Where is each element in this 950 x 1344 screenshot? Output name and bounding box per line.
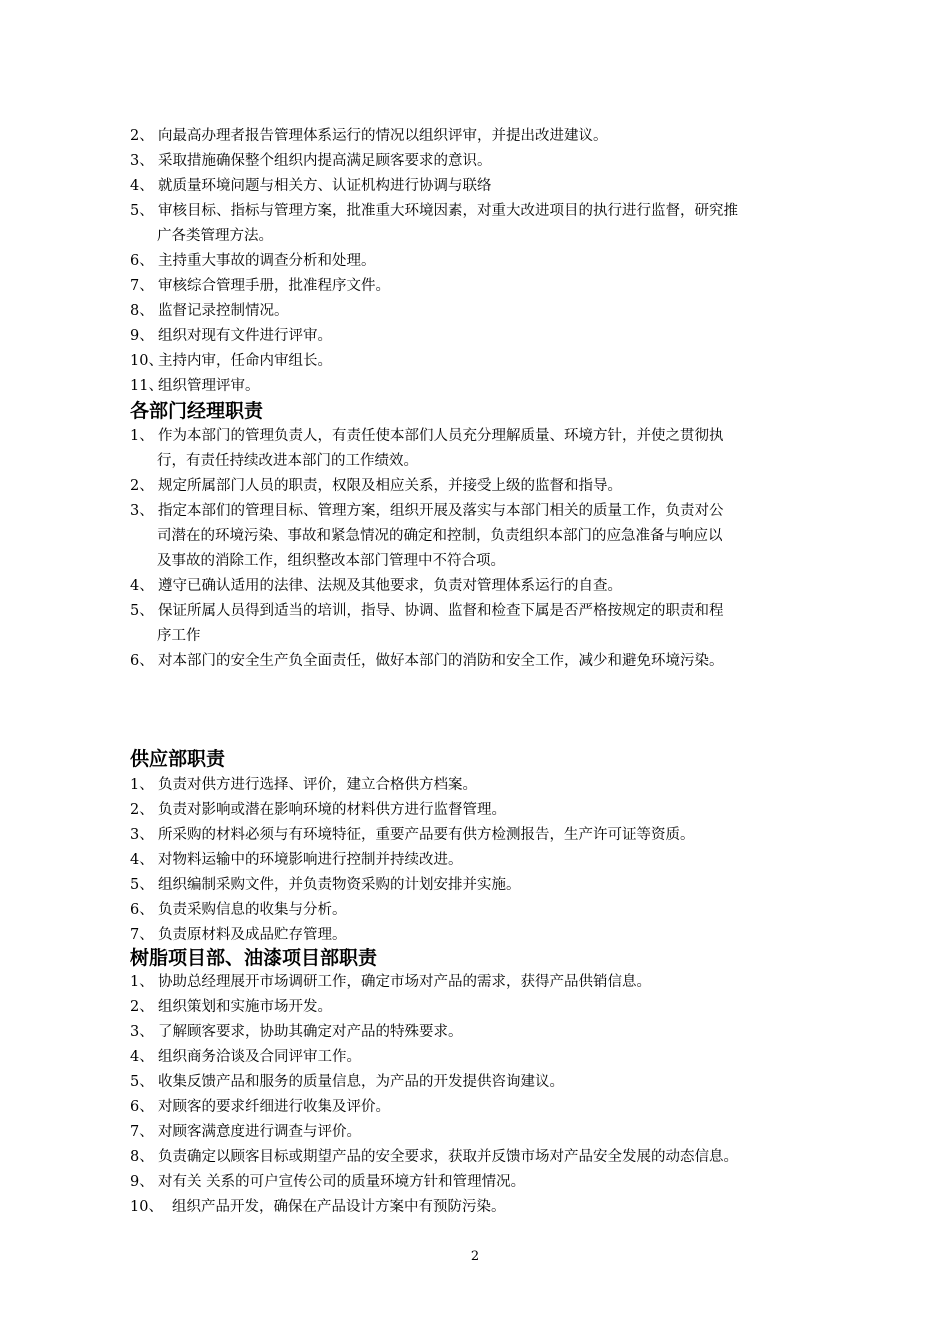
list-item: 3、 采取措施确保整个组织内提高满足顾客要求的意识。 bbox=[130, 153, 492, 169]
list-item: 11、组织管理评审。 bbox=[130, 378, 260, 394]
list-item: 6、 对顾客的要求纤细进行收集及评价。 bbox=[130, 1099, 390, 1115]
list-item: 6、 主持重大事故的调查分析和处理。 bbox=[130, 253, 376, 269]
list-item: 1、 作为本部门的管理负责人，有责任使本部们人员充分理解质量、环境方针，并使之贯彻执 bbox=[130, 428, 724, 444]
list-item-continuation: 序工作 bbox=[157, 628, 201, 644]
list-item: 5、 保证所属人员得到适当的培训，指导、协调、监督和检查下属是否严格按规定的职责和程 bbox=[130, 603, 724, 619]
list-item-continuation: 司潜在的环境污染、事故和紧急情况的确定和控制，负责组织本部门的应急准备与响应以 bbox=[157, 528, 723, 544]
section-heading: 树脂项目部、油漆项目部职责 bbox=[130, 947, 378, 969]
list-item: 5、 组织编制采购文件，并负责物资采购的计划安排并实施。 bbox=[130, 877, 521, 893]
list-item: 9、 组织对现有文件进行评审。 bbox=[130, 328, 332, 344]
list-item: 6、 负责采购信息的收集与分析。 bbox=[130, 902, 347, 918]
list-item: 5、 审核目标、指标与管理方案，批准重大环境因素，对重大改进项目的执行进行监督，研究推 bbox=[130, 203, 738, 219]
list-item: 10、 组织产品开发，确保在产品设计方案中有预防污染。 bbox=[130, 1199, 506, 1215]
list-item: 3、 了解顾客要求，协助其确定对产品的特殊要求。 bbox=[130, 1024, 463, 1040]
section-heading: 各部门经理职责 bbox=[130, 400, 264, 422]
list-item: 2、 向最高办理者报告管理体系运行的情况以组织评审，并提出改进建议。 bbox=[130, 128, 608, 144]
list-item: 4、 组织商务洽谈及合同评审工作。 bbox=[130, 1049, 361, 1065]
list-item: 8、 负责确定以顾客目标或期望产品的安全要求，获取并反馈市场对产品安全发展的动态信息。 bbox=[130, 1149, 738, 1165]
list-item: 7、 负责原材料及成品贮存管理。 bbox=[130, 927, 347, 943]
list-item: 5、 收集反馈产品和服务的质量信息，为产品的开发提供咨询建议。 bbox=[130, 1074, 564, 1090]
list-item: 4、 就质量环境问题与相关方、认证机构进行协调与联络 bbox=[130, 178, 492, 194]
list-item: 4、 遵守已确认适用的法律、法规及其他要求，负责对管理体系运行的自查。 bbox=[130, 578, 622, 594]
list-item-continuation: 广各类管理方法。 bbox=[157, 228, 273, 244]
list-item: 8、 监督记录控制情况。 bbox=[130, 303, 289, 319]
list-item: 2、 组织策划和实施市场开发。 bbox=[130, 999, 332, 1015]
section-heading: 供应部职责 bbox=[130, 748, 226, 770]
list-item: 1、 协助总经理展开市场调研工作，确定市场对产品的需求，获得产品供销信息。 bbox=[130, 974, 651, 990]
list-item: 10、主持内审，任命内审组长。 bbox=[130, 353, 332, 369]
list-item: 6、 对本部门的安全生产负全面责任，做好本部门的消防和安全工作，减少和避免环境污染。 bbox=[130, 653, 724, 669]
list-item-continuation: 及事故的消除工作，组织整改本部门管理中不符合项。 bbox=[157, 553, 505, 569]
list-item: 3、 所采购的材料必须与有环境特征，重要产品要有供方检测报告，生产许可证等资质。 bbox=[130, 827, 695, 843]
list-item: 7、 审核综合管理手册，批准程序文件。 bbox=[130, 278, 390, 294]
list-item: 4、 对物料运输中的环境影响进行控制并持续改进。 bbox=[130, 852, 463, 868]
list-item: 2、 规定所属部门人员的职责，权限及相应关系，并接受上级的监督和指导。 bbox=[130, 478, 622, 494]
list-item: 1、 负责对供方进行选择、评价，建立合格供方档案。 bbox=[130, 777, 477, 793]
list-item: 9、 对有关 关系的可户宣传公司的质量环境方针和管理情况。 bbox=[130, 1174, 526, 1190]
page-number: 2 bbox=[470, 1249, 480, 1264]
list-item: 7、 对顾客满意度进行调查与评价。 bbox=[130, 1124, 361, 1140]
list-item: 2、 负责对影响或潜在影响环境的材料供方进行监督管理。 bbox=[130, 802, 506, 818]
list-item-continuation: 行，有责任持续改进本部门的工作绩效。 bbox=[157, 453, 418, 469]
list-item: 3、 指定本部们的管理目标、管理方案，组织开展及落实与本部门相关的质量工作，负责对公 bbox=[130, 503, 724, 519]
